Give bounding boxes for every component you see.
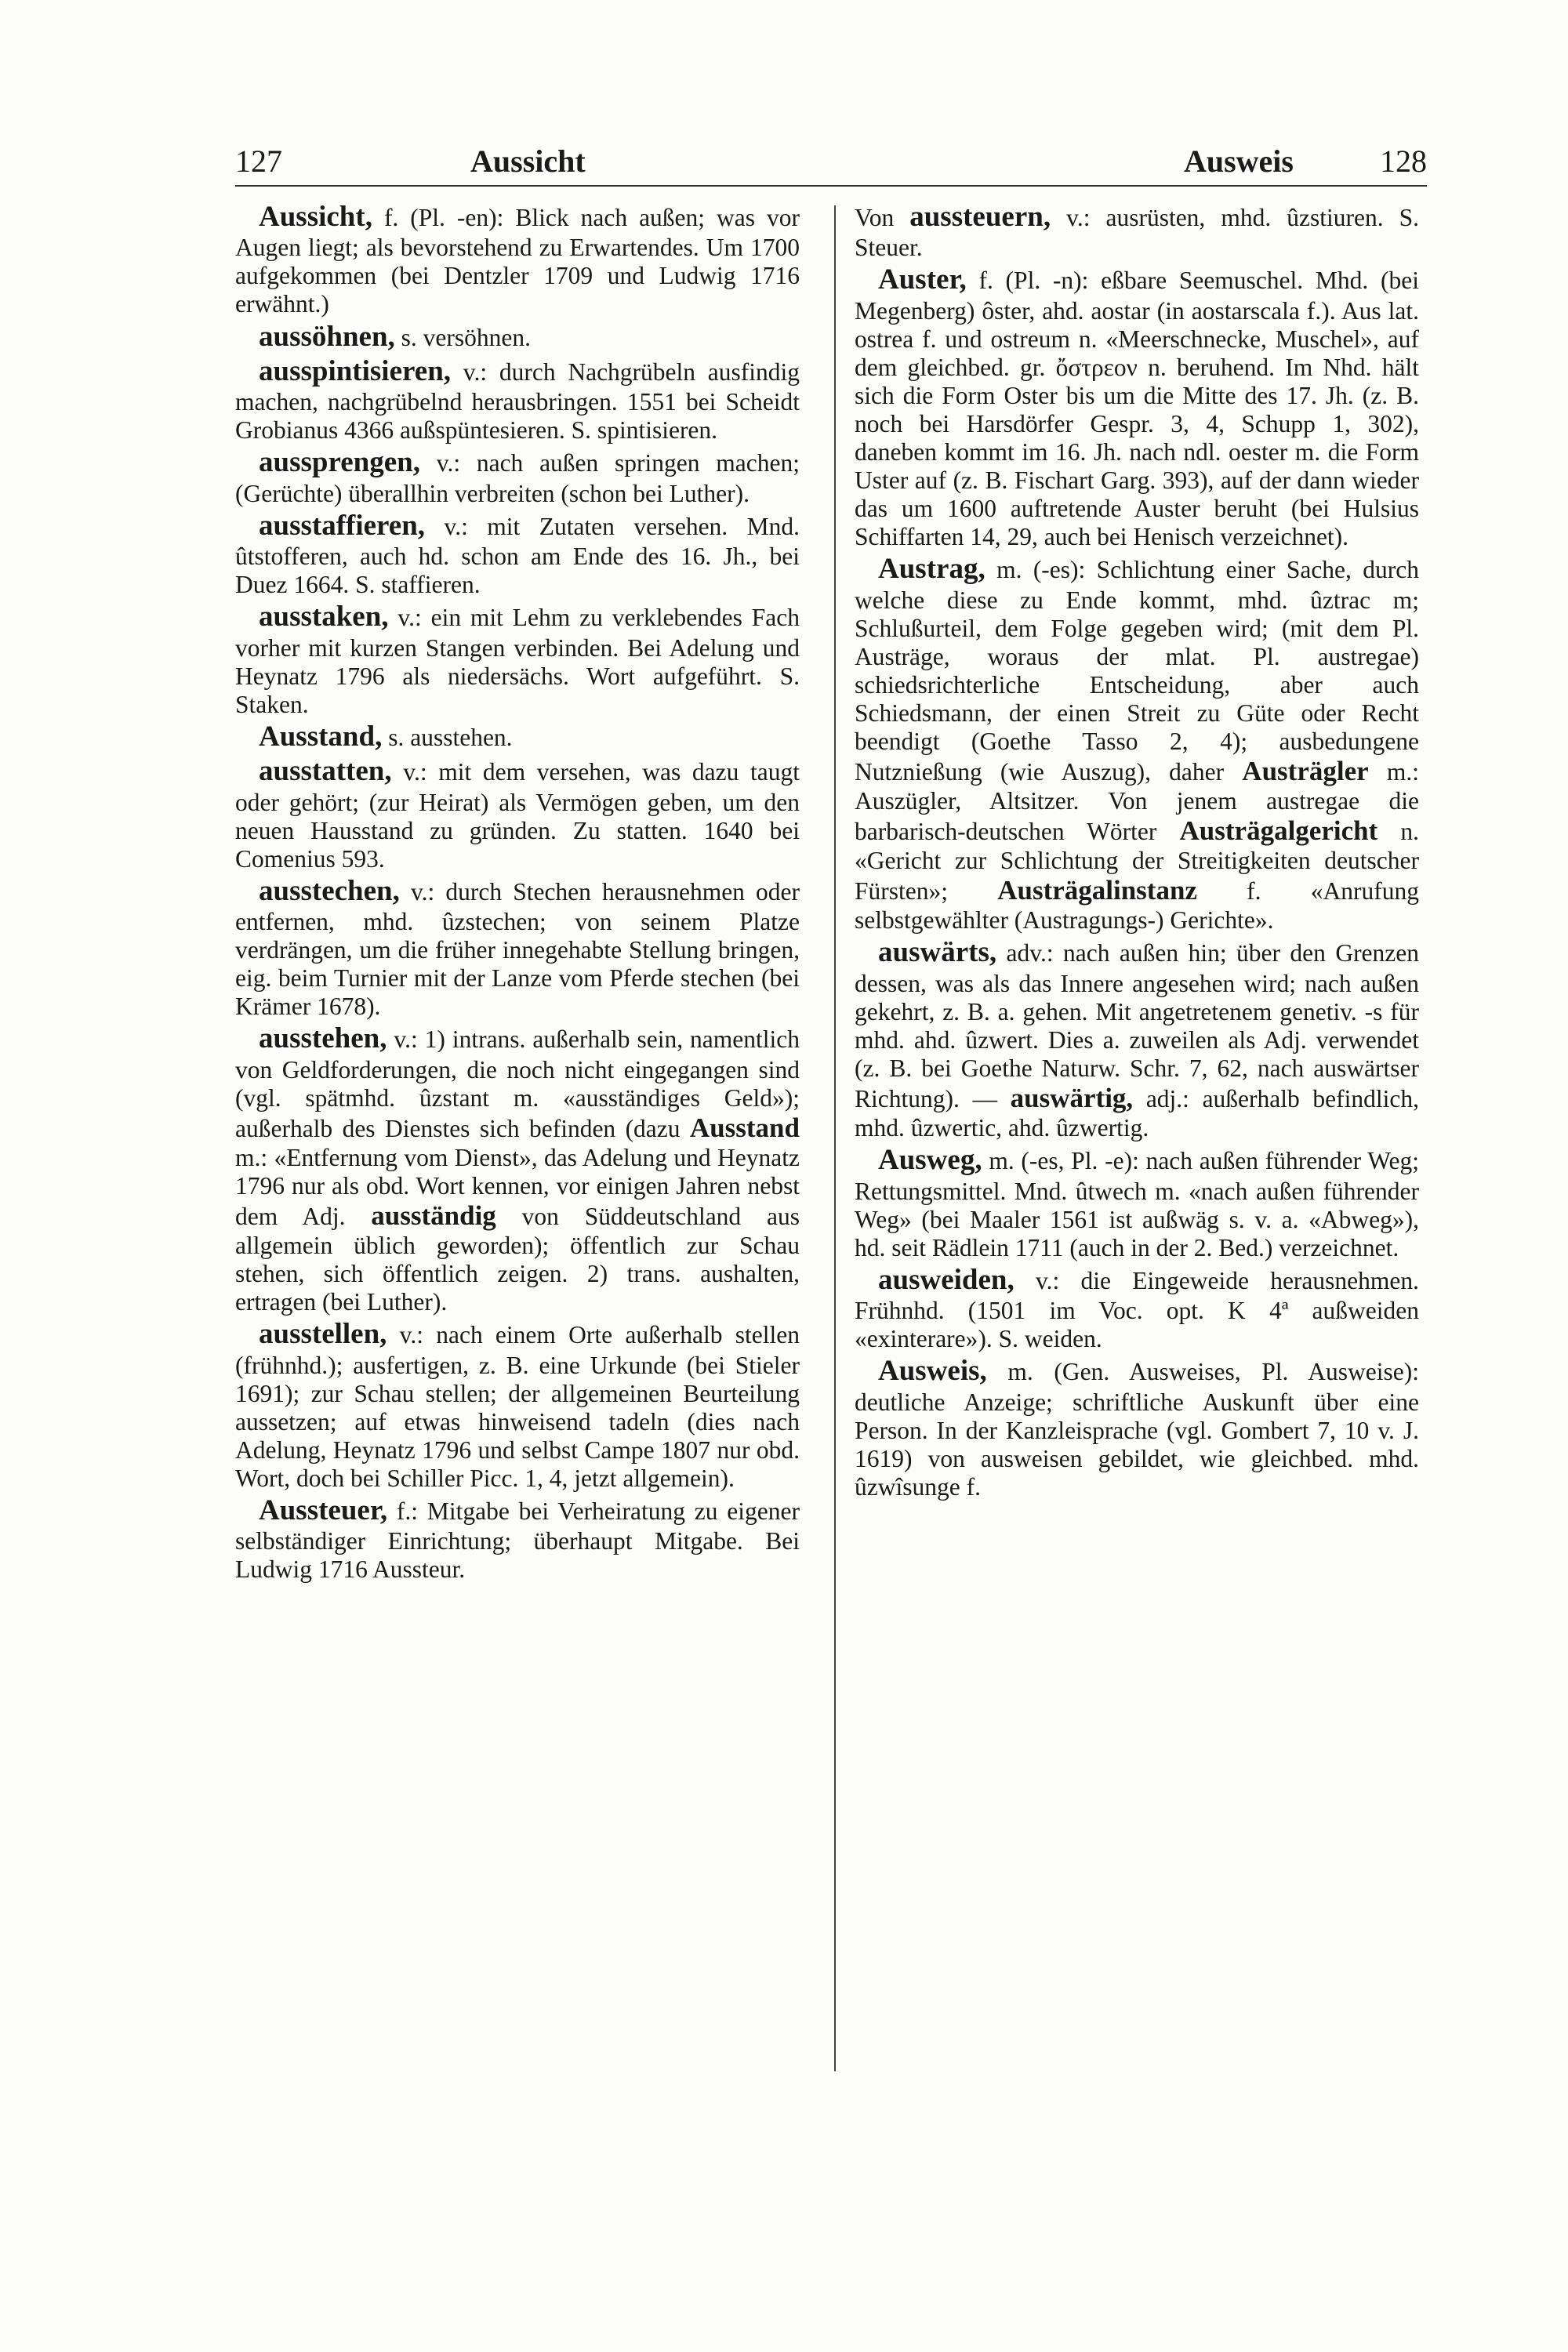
page-header bbox=[235, 133, 1427, 183]
dictionary-entry bbox=[235, 510, 800, 599]
headword: Aussteuer, bbox=[259, 1494, 388, 1526]
headword: aussprengen, bbox=[259, 446, 420, 479]
headword: Aussicht, bbox=[259, 201, 372, 233]
dictionary-entry bbox=[855, 1264, 1419, 1353]
entry-text: Von bbox=[855, 204, 910, 231]
headword: ausweiden, bbox=[878, 1263, 1014, 1296]
headword: ausstellen, bbox=[259, 1318, 387, 1351]
running-head-left: Aussicht bbox=[470, 143, 586, 179]
page-number-left: 127 bbox=[235, 143, 282, 179]
inline-headword: Austrägalinstanz bbox=[997, 875, 1197, 906]
dictionary-entry bbox=[855, 201, 1419, 262]
dictionary-entry bbox=[235, 1494, 800, 1584]
dictionary-entry bbox=[235, 201, 800, 319]
headword: Ausweis, bbox=[878, 1355, 987, 1388]
entry-text: v.: ausrüsten, mhd. ûzstiuren. S. Steuer. bbox=[855, 204, 1419, 262]
headword: Ausstand, bbox=[259, 720, 383, 753]
entry-text: von Süddeutschland aus allgemein üblich geworden); öffentlich zur Schau stehen, sich öffentlich zeigen. 2) trans. aushalten, ertragen (bei Luther). bbox=[235, 1203, 800, 1316]
entry-text: n. «Gericht zur Schlichtung der Streitigkeiten deutscher Fürsten»; bbox=[855, 818, 1419, 906]
inline-headword: Austrägler bbox=[1242, 756, 1369, 787]
entry-text: v.: nach außen springen machen; (Gerüchte) überallhin verbreiten (schon bei Luther). bbox=[235, 449, 800, 507]
entry-text: v.: 1) intrans. außerhalb sein, namentlich von Geldforderungen, die noch nicht eingegangen sind (vgl. spätmhd. ûzstant m. «ausständiges Geld»); außerhalb des Dienstes sich befinden (dazu bbox=[235, 1025, 800, 1142]
entry-text: m. (-es, Pl. -e): nach außen führender Weg; Rettungsmittel. Mnd. ûtwech m. «nach außen führender Weg» (bei Maaler 1561 ist außwäg s. v. a. «Abweg»), hd. seit Rädlein 1711 (auch in der 2. Bed.) verzeichnet. bbox=[855, 1147, 1419, 1261]
headword: ausstechen, bbox=[259, 874, 400, 907]
headword: Auster, bbox=[878, 263, 967, 296]
headword: Ausweg, bbox=[878, 1144, 982, 1177]
entry-text: adj.: außerhalb befindlich, mhd. ûzwertic, ahd. ûzwertig. bbox=[855, 1085, 1419, 1142]
headword: ausstaffieren, bbox=[259, 509, 426, 542]
entry-text: v.: mit dem versehen, was dazu taugt oder gehört; (zur Heirat) als Vermögen geben, um den neuen Hausstand zu gründen. Zu statten. 1640 bei Comenius 593. bbox=[235, 758, 800, 873]
entry-text: v.: mit Zutaten versehen. Mnd. ûtstofferen, auch hd. schon am Ende des 16. Jh., bei Duez 1664. S. staffieren. bbox=[235, 512, 800, 599]
headword: auswärts, bbox=[878, 936, 997, 969]
header-rule bbox=[235, 185, 1427, 187]
entry-text: f.: Mitgabe bei Verheiratung zu eigener selbständiger Einrichtung; überhaupt Mitgabe. Bei Ludwig 1716 Aussteur. bbox=[235, 1497, 800, 1584]
dictionary-entry bbox=[235, 601, 800, 719]
inline-headword: ausständig bbox=[371, 1200, 496, 1232]
running-head-right: Ausweis bbox=[1183, 143, 1294, 179]
dictionary-entry bbox=[235, 321, 800, 354]
inline-headword: Austrägalgericht bbox=[1179, 815, 1378, 847]
entry-text: f. «Anrufung selbstgewählter (Austragungs-) Gerichte». bbox=[855, 877, 1419, 935]
headword: ausstatten, bbox=[259, 755, 392, 788]
entry-text: v.: durch Nachgrübeln ausfindig machen, nachgrübelnd herausbringen. 1551 bei Scheidt Grobianus 4366 außspüntesieren. S. spintisieren. bbox=[235, 358, 800, 445]
entry-text: m. (-es): Schlichtung einer Sache, durch welche diese zu Ende kommt, mhd. ûztrac m; Schlußurteil, dem Folge gegeben wird; (mit dem Pl. Austräge, woraus der mlat. Pl. austregae) schiedsrichterliche Entscheidung, aber auch Schiedsmann, der einen Streit zu Güte oder Recht beendigt (Goethe Tasso 2, 4); ausbedungene Nutznießung (wie Auszug), daher bbox=[855, 556, 1419, 786]
headword: aussteuern, bbox=[909, 201, 1051, 233]
headword: ausstehen, bbox=[259, 1022, 387, 1055]
headword: aussöhnen, bbox=[259, 320, 395, 353]
right-column bbox=[855, 201, 1419, 1503]
dictionary-entry bbox=[855, 1355, 1419, 1501]
dictionary-entry bbox=[235, 720, 800, 753]
headword: Austrag, bbox=[878, 553, 985, 586]
dictionary-entry bbox=[235, 1318, 800, 1493]
entry-text: s. ausstehen. bbox=[382, 723, 513, 751]
column-divider bbox=[834, 205, 836, 2071]
entry-text: f. (Pl. -n): eßbare Seemuschel. Mhd. (bei Megenberg) ôster, ahd. aostar (in aostarscala f.). Aus lat. ostrea f. und ostreum n. «Meerschnecke, Muschel», auf dem gleichbed. gr. ὄστρεον n. beruhend. Im Nhd. hält sich die Form Oster bis um die Mitte des 17. Jh. (z. B. noch bei Harsdörfer Gespr. 3, 4, Schupp 1, 302), daneben kommt im 16. Jh. nach ndl. oester m. die Form Uster auf (z. B. Fischart Garg. 393), auf der dann wieder das um 1600 auftretende Auster beruht (bei Hulsius Schiffarten 14, 29, auch bei Henisch verzeichnet). bbox=[855, 267, 1419, 551]
dictionary-entry bbox=[855, 1144, 1419, 1262]
dictionary-entry bbox=[235, 1022, 800, 1316]
entry-text: adv.: nach außen hin; über den Grenzen dessen, was als das Innere angesehen wird; nach außen gekehrt, z. B. a. gehen. Mit angetretenem genetiv. -s für mhd. ahd. ûzwert. Dies a. zuweilen als Adj. verwendet (z. B. bei Goethe Naturw. Schr. 7, 62, nach auswärtser Richtung). — bbox=[855, 939, 1419, 1113]
dictionary-entry bbox=[235, 875, 800, 1022]
headword: ausspintisieren, bbox=[259, 354, 452, 387]
entry-text: v.: durch Stechen herausnehmen oder entfernen, mhd. ûzstechen; von seinem Platze verdrängen, um die früher innegehabte Stellung bringen, eig. beim Turnier mit der Lanze vom Pferde stechen (bei Krämer 1678). bbox=[235, 877, 800, 1021]
dictionary-entry bbox=[855, 263, 1419, 551]
headword: ausstaken, bbox=[259, 601, 389, 633]
dictionary-entry bbox=[235, 755, 800, 873]
entry-text: v.: ein mit Lehm zu verklebendes Fach vorher mit kurzen Stangen verbinden. Bei Adelung und Heynatz 1796 als niedersächs. Wort aufgeführt. S. Staken. bbox=[235, 604, 800, 718]
dictionary-entry bbox=[855, 553, 1419, 935]
entry-text: f. (Pl. -en): Blick nach außen; was vor Augen liegt; als bevorstehend zu Erwartendes. Um 1700 aufgekommen (bei Dentzler 1709 und Ludwig 1716 erwähnt.) bbox=[235, 204, 800, 318]
page-number-right: 128 bbox=[1380, 143, 1427, 179]
dictionary-entry bbox=[235, 446, 800, 507]
dictionary-entry bbox=[855, 936, 1419, 1142]
entry-text: m.: Auszügler, Altsitzer. Von jenem austregae die barbarisch-deutschen Wörter bbox=[855, 758, 1419, 846]
entry-text: m. (Gen. Ausweises, Pl. Ausweise): deutliche Anzeige; schriftliche Auskunft über eine Person. In der Kanzleisprache (vgl. Gombert 7, 10 v. J. 1619) von ausweisen gebildet, wie gleichbed. mhd. ûzwîsunge f. bbox=[855, 1358, 1419, 1501]
entry-text: s. versöhnen. bbox=[394, 323, 532, 351]
inline-headword: auswärtig, bbox=[1010, 1083, 1134, 1114]
entry-text: m.: «Entfernung vom Dienst», das Adelung und Heynatz 1796 nur als obd. Wort kennen, vor einigen Jahren nebst dem Adj. bbox=[235, 1143, 800, 1231]
entry-text: v.: nach einem Orte außerhalb stellen (frühnhd.); ausfertigen, z. B. eine Urkunde (bei Stieler 1691); zur Schau stellen; der allgemeinen Beurteilung aussetzen; auf etwas hinweisend tadeln (dies nach Adelung, Heynatz 1796 und selbst Campe 1807 nur obd. Wort, doch bei Schiller Picc. 1, 4, jetzt allgemein). bbox=[235, 1321, 800, 1492]
entry-text: v.: die Eingeweide herausnehmen. Frühnhd. (1501 im Voc. opt. K 4ª außweiden «exinterare»). S. weiden. bbox=[855, 1266, 1419, 1353]
left-column bbox=[235, 201, 800, 1585]
dictionary-entry bbox=[235, 355, 800, 445]
inline-headword: Ausstand bbox=[689, 1112, 800, 1143]
